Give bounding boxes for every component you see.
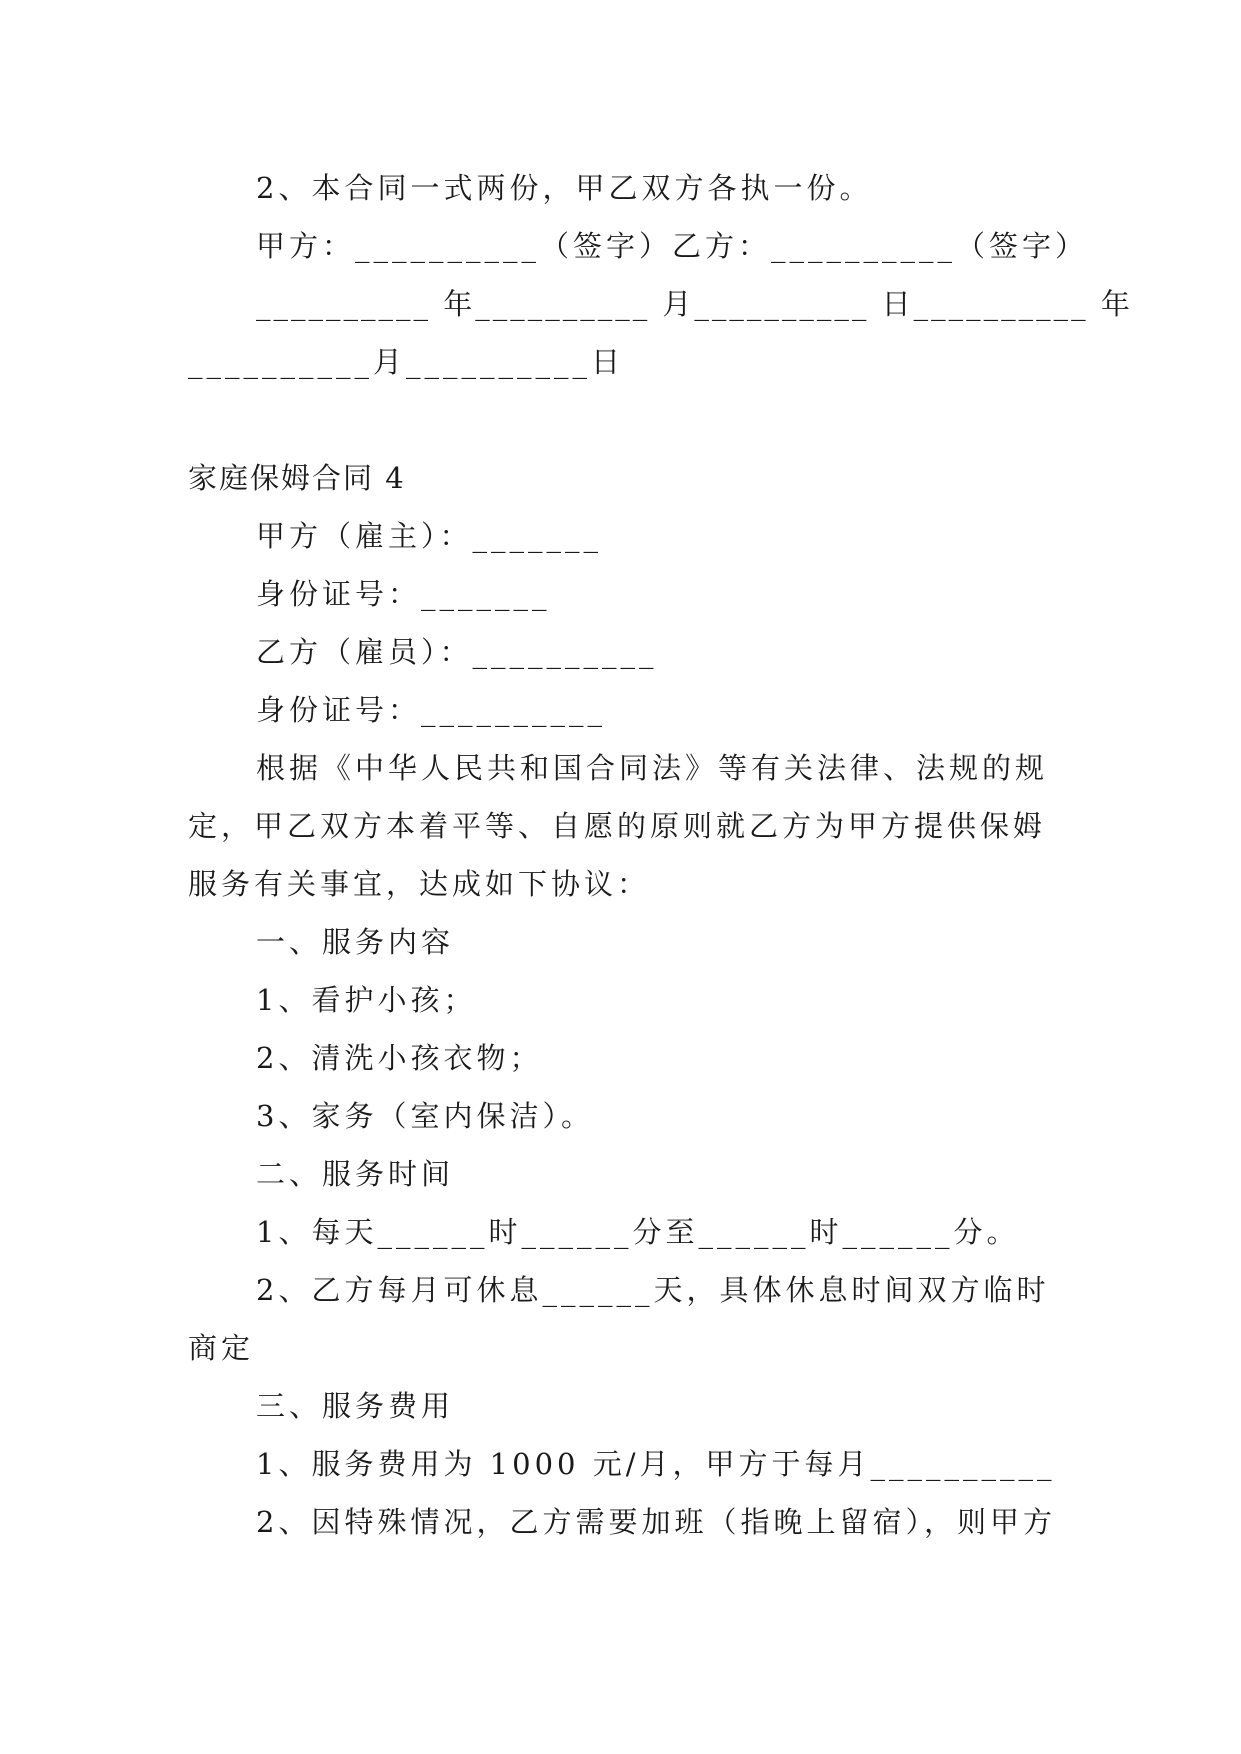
text-line: __________月__________日: [188, 345, 625, 379]
text-line: 3、家务（室内保洁）。: [256, 1099, 594, 1133]
paragraph-line: 服务有关事宜，达成如下协议：: [188, 867, 651, 901]
paragraph-line: 定，甲乙双方本着平等、自愿的原则就乙方为甲方提供保姆: [188, 809, 1047, 843]
text-line: 1、看护小孩；: [256, 983, 477, 1017]
clause-heading: 一、服务内容: [256, 925, 455, 959]
text-line: 身份证号：_______: [256, 577, 551, 611]
text-line: __________ 年__________ 月__________ 日__________ 年: [256, 287, 1133, 321]
text-line: 2、清洗小孩衣物；: [256, 1041, 543, 1075]
text-line: 身份证号：__________: [256, 693, 607, 727]
text-line: 2、本合同一式两份，甲乙双方各执一份。: [256, 171, 873, 205]
clause-heading: 二、服务时间: [256, 1157, 455, 1191]
text-line: 2、乙方每月可休息______天，具体休息时间双方临时: [256, 1273, 1050, 1307]
text-line: 甲方：__________（签字）乙方：__________（签字）: [256, 229, 1089, 263]
clause-heading: 三、服务费用: [256, 1389, 455, 1423]
text-line: 1、服务费用为 1000 元/月，甲方于每月__________: [256, 1447, 1056, 1481]
text-line: 1、每天______时______分至______时______分。: [256, 1215, 1020, 1249]
text-line: 2、因特殊情况，乙方需要加班（指晚上留宿），则甲方: [256, 1505, 1056, 1539]
text-line: 乙方（雇员）：__________: [256, 635, 658, 669]
text-line: 商定: [188, 1331, 255, 1365]
text-line: 甲方（雇主）：_______: [256, 519, 603, 553]
paragraph-line: 根据《中华人民共和国合同法》等有关法律、法规的规: [256, 751, 1049, 785]
section-title: 家庭保姆合同 4: [188, 461, 406, 495]
